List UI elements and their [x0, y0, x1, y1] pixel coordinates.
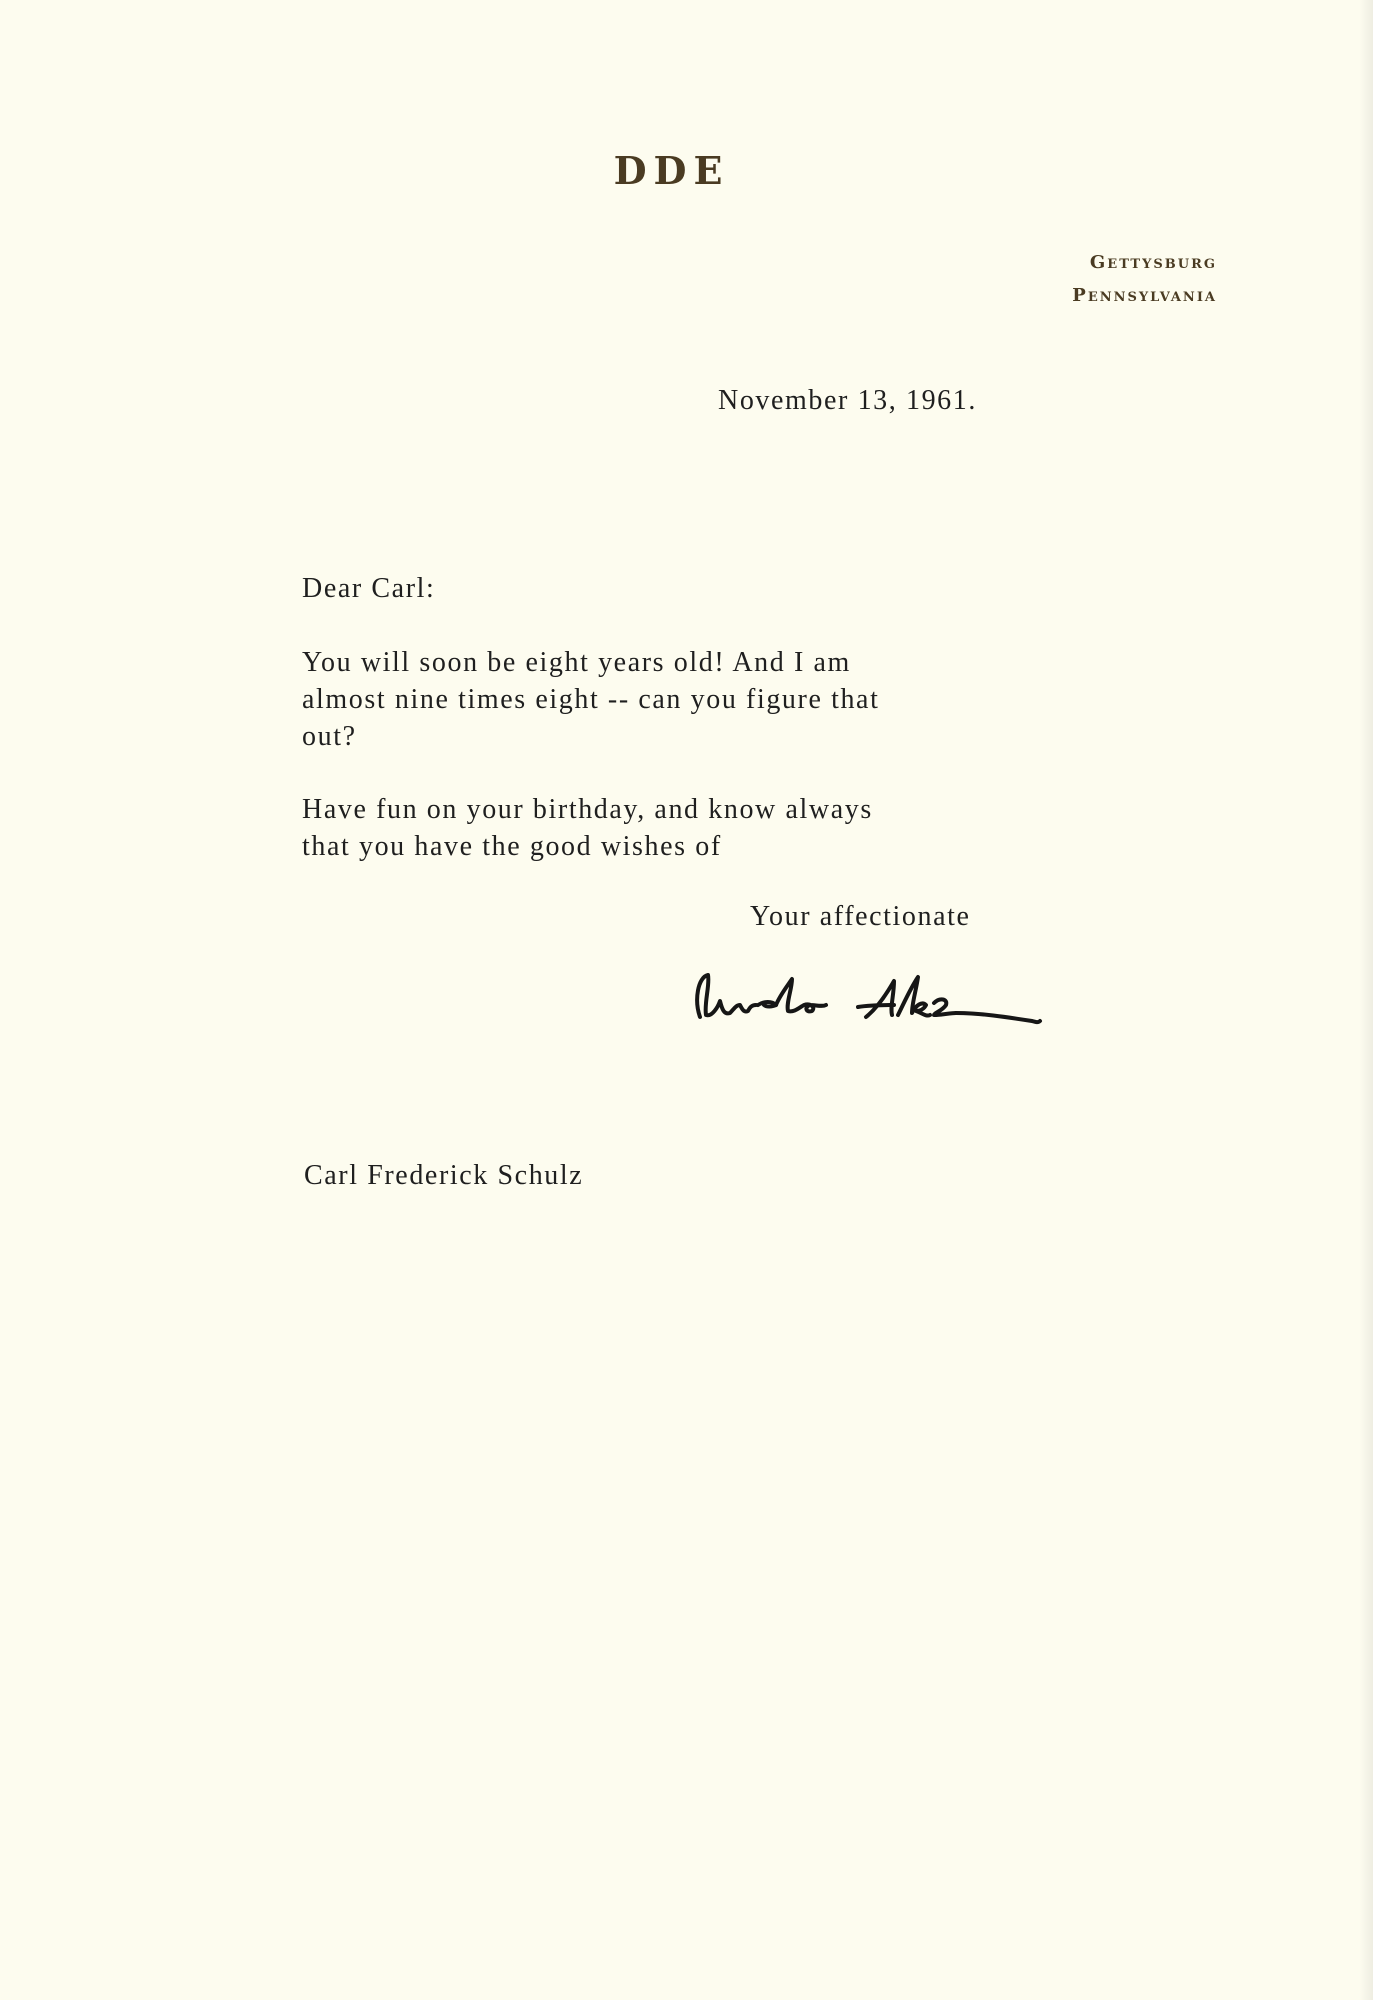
handwritten-signature	[680, 955, 1080, 1045]
body-paragraph-2	[302, 791, 873, 865]
body-paragraph-1	[302, 644, 879, 755]
letter-date: November 13, 1961.	[718, 385, 977, 416]
letterhead-monogram: DDE	[613, 148, 730, 193]
body-line: almost nine times eight -- can you figure that	[302, 684, 880, 715]
letterhead-state: Pennsylvania	[1072, 285, 1217, 306]
body-line: that you have the good wishes of	[302, 831, 722, 862]
page-edge-shadow	[1359, 0, 1373, 2000]
letterhead-location	[1072, 246, 1217, 312]
letterhead-city: Gettysburg	[1089, 252, 1217, 273]
body-line: Have fun on your birthday, and know always	[302, 794, 873, 825]
recipient-name: Carl Frederick Schulz	[304, 1160, 584, 1191]
closing: Your affectionate	[750, 901, 971, 932]
salutation: Dear Carl:	[302, 573, 436, 604]
body-line: You will soon be eight years old! And I am	[302, 647, 851, 678]
body-line: out?	[302, 721, 357, 752]
